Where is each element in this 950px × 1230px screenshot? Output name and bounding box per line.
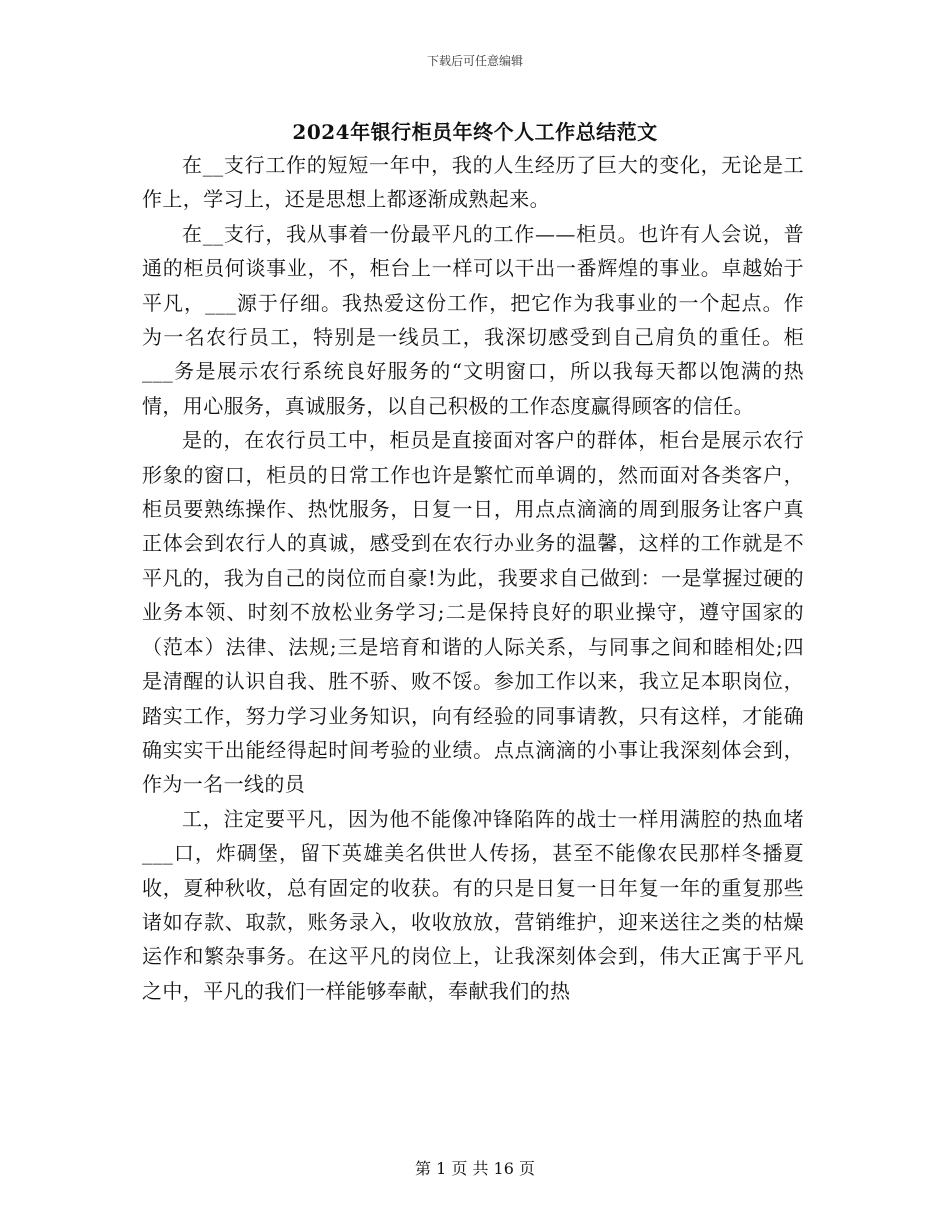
paragraph: 在__支行工作的短短一年中，我的人生经历了巨大的变化，无论是工作上，学习上，还是思想上都逐渐成熟起来。 — [142, 153, 804, 212]
header-note: 下载后可任意编辑 — [426, 54, 523, 68]
page-number-footer: 第 1 页 共 16 页 — [415, 1159, 535, 1178]
document-body — [142, 148, 804, 1008]
paragraph: 在__支行，我从事着一份最平凡的工作——柜员。也许有人会说，普通的柜员何谈事业，不，柜台上一样可以干出一番辉煌的事业。卓越始于平凡，___源于仔细。我热爱这份工作，把它作为我事业的一个起点。作为一名农行员工，特别是一线员工，我深切感受到自己肩负的重任。柜___务是展示农行系统良好服务的“文明窗口，所以我每天都以饱满的热情，用心服务，真诚服务，以自己积极的工作态度赢得顾客的信任。 — [142, 221, 804, 418]
document-title: 2024年银行柜员年终个人工作总结范文 — [292, 120, 658, 144]
paragraph: 工，注定要平凡，因为他不能像冲锋陷阵的战士一样用满腔的热血堵___口，炸碉堡，留下英雄美名供世人传扬，甚至不能像农民那样冬播夏收，夏种秋收，总有固定的收获。有的只是日复一日年复一年的重复那些诸如存款、取款，账务录入，收收放放，营销维护，迎来送往之类的枯燥运作和繁杂事务。在这平凡的岗位上，让我深刻体会到，伟大正寓于平凡之中，平凡的我们一样能够奉献，奉献我们的热 — [142, 806, 804, 1003]
paragraph: 是的，在农行员工中，柜员是直接面对客户的群体，柜台是展示农行形象的窗口，柜员的日常工作也许是繁忙而单调的，然而面对各类客户，柜员要熟练操作、热忱服务，日复一日，用点点滴滴的周到服务让客户真正体会到农行人的真诚，感受到在农行办业务的温馨，这样的工作就是不平凡的，我为自己的岗位而自豪!为此，我要求自己做到：一是掌握过硬的业务本领、时刻不放松业务学习;二是保持良好的职业操守，遵守国家的（范本）法律、法规;三是培育和谐的人际关系，与同事之间和睦相处;四是清醒的认识自我、胜不骄、败不馁。参加工作以来，我立足本职岗位，踏实工作，努力学习业务知识，向有经验的同事请教，只有这样，才能确确实实干出能经得起时间考验的业绩。点点滴滴的小事让我深刻体会到，作为一名一线的员 — [142, 428, 804, 797]
